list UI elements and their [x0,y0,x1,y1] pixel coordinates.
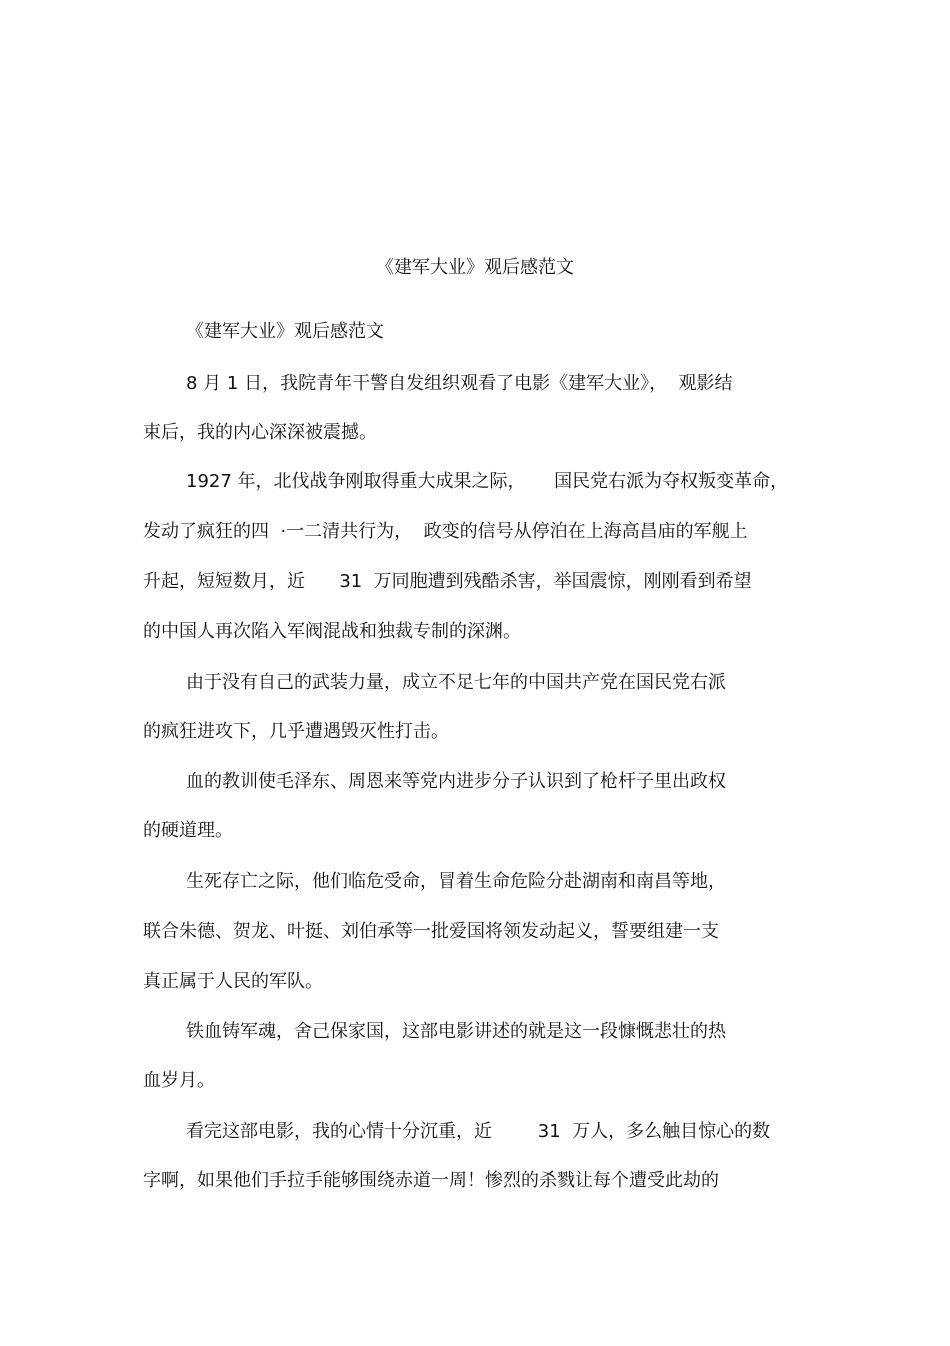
paragraph-line: 升起，短短数月，近 31 万同胞遭到残酷杀害，举国震惊，刚刚看到希望 [143,571,752,592]
paragraph-line: 生死存亡之际，他们临危受命，冒着生命危险分赴湖南和南昌等地， [186,871,726,892]
subtitle-line: 《建军大业》观后感范文 [186,321,384,342]
paragraph-line: 血岁月。 [143,1070,215,1091]
paragraph-line: 8 月 1 日，我院青年干警自发组织观看了电影《建军大业》， 观影结 [186,373,733,394]
paragraph-line: 联合朱德、贺龙、叶挺、刘伯承等一批爱国将领发动起义，誓要组建一支 [143,921,719,942]
paragraph-line: 字啊，如果他们手拉手能够围绕赤道一周！惨烈的杀戮让每个遭受此劫的 [143,1170,719,1191]
paragraph-line: 铁血铸军魂，舍己保家国，这部电影讲述的就是这一段慷慨悲壮的热 [186,1021,726,1042]
paragraph-line: 束后，我的内心深深被震撼。 [143,422,377,443]
document-title: 《建军大业》观后感范文 [376,257,574,278]
paragraph-line: 真正属于人民的军队。 [143,971,323,992]
paragraph-line: 看完这部电影，我的心情十分沉重，近 31 万人，多么触目惊心的数 [186,1121,771,1142]
paragraph-line: 的硬道理。 [143,820,233,841]
paragraph-line: 发动了疯狂的四 ·一二清共行为， 政变的信号从停泊在上海高昌庙的军舰上 [143,521,748,542]
paragraph-line: 血的教训使毛泽东、周恩来等党内进步分子认识到了枪杆子里出政权 [186,771,726,792]
paragraph-line: 由于没有自己的武装力量，成立不足七年的中国共产党在国民党右派 [186,672,726,693]
paragraph-line: 的疯狂进攻下，几乎遭遇毁灭性打击。 [143,721,449,742]
paragraph-line: 1927 年，北伐战争刚取得重大成果之际， 国民党右派为夺权叛变革命， [186,471,789,492]
paragraph-line: 的中国人再次陷入军阀混战和独裁专制的深渊。 [143,621,521,642]
